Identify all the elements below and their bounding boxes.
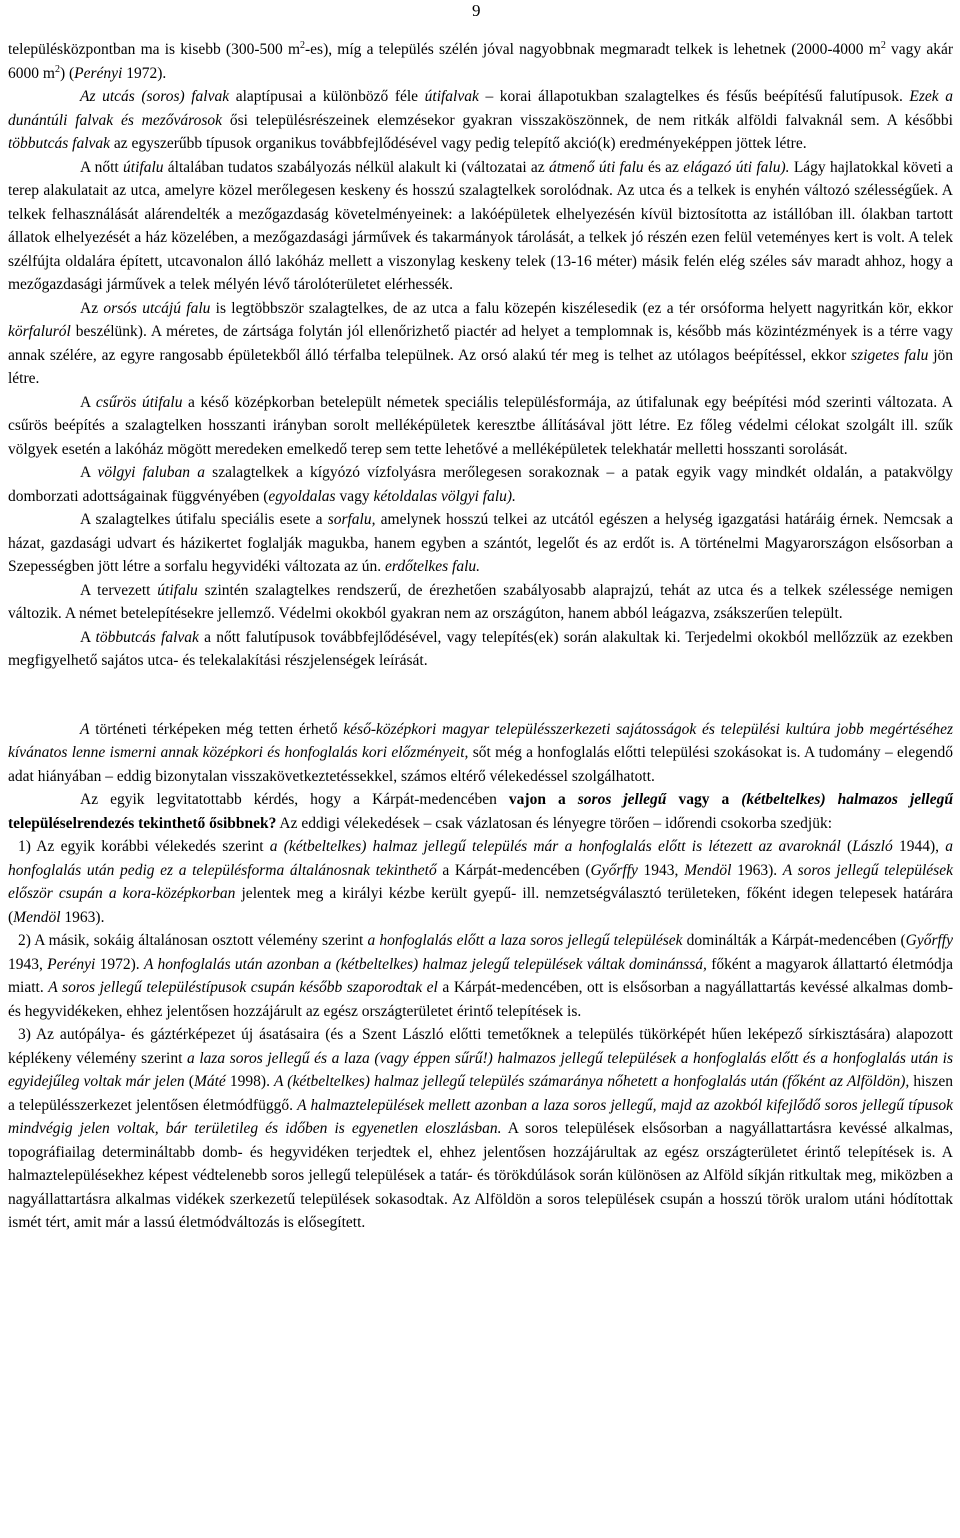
text-run: 1998). (225, 1073, 275, 1090)
text-run: 2) A másik, sokáig általánosan osztott vélemény szerint (18, 932, 368, 949)
text-run: többutcás falvak (8, 135, 111, 152)
text-run: kétoldalas völgyi falu). (373, 487, 516, 505)
text-run: Az (80, 299, 104, 317)
text-run: a (kétbeltelkes) halmaz jellegű település már a honfoglalás előtt is létezett az avaroknál (269, 838, 841, 855)
text-run: Perényi (47, 955, 96, 973)
text-run: A szalagtelkes útifalu speciális esete a (80, 511, 328, 528)
text-run: szalagtelkek a kígyózó vízfolyásra merőlegesen sorakoznak – a patak egyik vagy mindkét oldalán, a patakvölgy domborzati adottságainak függvényében ( (8, 464, 953, 505)
text-run: 3) Az autópálya- és gáztérképezet új ásatásaira (és a Szent László előtti temetőknek a település tükörképét hűen leképező sírkisztására) alapozott képlékeny vélemény szerint (8, 1026, 953, 1067)
text-run: útifalu (157, 581, 198, 599)
text-run: A (kétbeltelkes) halmaz jellegű település számaránya nőhetett a honfoglalás után (főként az Alföldön), (274, 1073, 910, 1090)
text-run: és az (643, 158, 684, 176)
text-run: Az utcás (soros) falvak (80, 88, 230, 105)
text-run: 1963). (60, 908, 105, 926)
text-run: A halmaztelepülések mellett azonban a laza soros jellegű, majd az azokból kifejlődő soros jellegű típusok mindvégig jelen voltak, bár területileg és időben is egyenetlen eloszlásban. (8, 1096, 953, 1137)
text-run: amelynek hosszú telkei az utcától egészen a helység igazgatási határáig érnek. Nemcsak a házat, gazdasági udvart és házikertet foglalják magukba, hanem egyben a szántót, legelőt és az erdőt is. A történelmi Magyarországon elsősorban a Szepességben jött létre a sorfalu hegyvidéki változata az ún. (8, 511, 953, 575)
text-run: Az eddigi vélekedések – csak vázlatosan és lényegre törően – időrendi csokorba szedjük: (276, 814, 833, 832)
text-run: egyoldalas (268, 487, 336, 505)
text-run: A (80, 393, 96, 411)
paragraph (8, 579, 953, 626)
text-run: késő-középkori magyar településszerkezeti sajátosságok és települési kultúra jobb megértéséhez kívánatos lenne ismerni annak középkori és honfoglalás kori előzményeit, (8, 720, 953, 761)
text-run: a nőtt falutípusok továbbfejlődésével, vagy telepítés(ek) során alakultak ki. Terjedelmi okokból mellőzzük az ezekben megfigyelhető sajátos utca- és telekalakítási részjelenségek leírását. (8, 628, 953, 669)
text-run: orsós utcájú falu (103, 299, 211, 317)
text-run: Az egyik legvitatottabb kérdés, hogy a Kárpát-medencében (80, 791, 509, 808)
paragraph (8, 461, 953, 508)
text-run: A soros jellegű települések először csupán a kora-középkorban (8, 861, 953, 902)
document-body (8, 38, 953, 1235)
text-run: a laza soros jellegű és a laza (vagy éppen sűrű!) halmazos jellegű települések a honfoglalás előtt és a honfoglalás után is egyidejűleg voltak már jelen (8, 1049, 953, 1090)
text-run: erdőtelkes falu. (385, 558, 481, 575)
text-run: Máté (193, 1073, 226, 1090)
text-run: szigetes falu (851, 346, 929, 364)
text-run: 1972). (95, 955, 144, 973)
text-run: csűrös útifalu (95, 393, 183, 411)
paragraph (8, 38, 953, 85)
text-run: a honfoglalás után pedig ez a településforma általánosnak tekinthető (8, 838, 953, 879)
text-run: A (80, 628, 96, 646)
paragraph (8, 1023, 953, 1235)
text-run: Perényi (74, 64, 123, 82)
text-run: a Kárpát-medencében ( (436, 861, 591, 879)
text-run: 1972). (122, 64, 167, 82)
text-run: A honfoglalás után azonban a (kétbeltelkes) halmaz jelegű települések váltak dominánssá, (143, 955, 707, 973)
paragraph (8, 929, 953, 1023)
text-run: A soros települések elsősorban a nagyállattartásra kevéssé alkalmas, topográfiailag determináltabb domb- és hegyvidéken terjedtek el, ehhez jelentősen hozzájárultak az egész országterületet érintő telepítések is. A halmaztelepülésekhez képest védtelenebb soros jellegű települések a tatár- és törökdúlások során különösen az Alföld síkján ritkultak meg, miközben a nagyállattartásra alkalmas vidékek szerkezetű települések sokasodtak. Az Alföldön a soros települések csupán a hosszú török uralom utáni hódítottak ismét tért, amit már a lassú életmódváltozás is elősegített. (8, 1120, 953, 1231)
text-run: útifalu (123, 158, 164, 176)
text-run: jön létre. (8, 346, 953, 387)
section-gap (8, 673, 953, 718)
paragraph (8, 788, 953, 835)
text-run: 2 (54, 63, 60, 75)
text-run: A (80, 464, 98, 481)
page-number: 9 (472, 1, 481, 20)
text-run: beszélünk). A méretes, de zártsága folytán jól ellenőrizhető piactér ad helyet a templomnak is, később más közintézmények is a térre vagy annak szélére, az egyre rangosabb épületekből álló térfalba települnek. Az orsó alakú tér meg is telhet az utólagos beépítéssel, ekkor (8, 323, 953, 364)
text-run: 1) Az egyik korábbi vélekedés szerint (18, 838, 270, 855)
text-run: 1963). (731, 861, 783, 879)
text-run: László (852, 838, 893, 855)
text-run: szintén szalagtelkes rendszerű, de érezhetően szabályosabb alaprajzú, tehát az utca és a telkek szélessége nemigen változik. A német betelepítésekre jellemző. Védelmi okokból gyakran nem az országúton, hanem abból leágazva, zsákszerűen települt. (8, 581, 953, 622)
paragraph (8, 85, 953, 156)
text-run: Győrffy (905, 932, 953, 949)
text-run: 2 (300, 39, 305, 51)
text-run: – korai állapotukban szalagtelkes és fésűs beépítésű falutípusok. (478, 88, 910, 105)
text-run: Lágy hajlatokkal követi a terep alakulatait az utca, amelyre közel merőlegesen keskeny és hosszú szalagtelkek sorolódnak. Az utca és a telkek is enyhén változó szélességűek. A telkek felhasználását alárendelték a mezőgazdaság követelményeinek: a lakóépületek elhelyezésén kívül biztosította az istállóban ill. ólakban tartott állatok elhelyezését a ház közelében, a mezőgazdasági járművek és takarmányok tárolását, a telkek jó részén ezen felül veteményes kert is volt. A telek szélfújta oldalára épített, utcavonalon álló lakóház mellett a viszonylag keskeny telek (13-16 méter) másik felén elég széles sáv maradt ahhoz, hogy a mezőgazdasági járművek a telek mélyén lévő tárolóterületet elérhessék. (8, 158, 954, 293)
text-run: főként a magyarok állattartó életmódja miatt. (8, 955, 953, 996)
text-run: -es), míg a település szélén jóval nagyobbnak megmaradt telkek is lehetnek (2000-4000 m (305, 41, 881, 58)
text-run: ( (184, 1073, 194, 1090)
text-run: A soros jellegű településtípusok csupán később szaporodtak el (48, 979, 438, 996)
text-run: alaptípusai a különböző féle (229, 88, 425, 105)
paragraph (8, 835, 953, 929)
text-run: Ezek a dunántúli falvak és mezővárosok (8, 88, 953, 129)
text-run: jelentek meg a királyi kézbe került gyepű- ill. nemzetségválasztó területeken, főként idegen telepesek határára ( (8, 885, 953, 926)
paragraph (8, 626, 953, 673)
paragraph (8, 156, 953, 297)
text-run: 2 (880, 39, 886, 51)
text-run: történeti térképeken még tetten érhető (89, 720, 344, 738)
text-run: vajon a (508, 791, 578, 808)
text-run: hiszen a településszerkezet jelentősen életmódfüggő. (8, 1073, 953, 1114)
text-run: is legtöbbször szalagtelkes, de az utca a falu közepén kiszélesedik (ez a tér orsóforma helyett nagyritkán kör, ekkor (210, 299, 953, 317)
paragraph (8, 508, 953, 579)
text-run: soros jellegű (577, 791, 667, 808)
text-run: sorfalu, (327, 511, 376, 528)
text-run: ( (840, 838, 853, 855)
text-run: vagy akár 6000 m (8, 41, 953, 82)
text-run: Mendöl (13, 908, 61, 926)
text-run: vagy a (666, 791, 742, 808)
text-run: körfaluról (8, 323, 71, 340)
paragraph (8, 297, 953, 391)
text-run: településelrendezés tekinthető ősibbnek? (8, 814, 277, 832)
text-run: vagy (335, 487, 374, 505)
text-run: (kétbeltelkes) halmazos jellegű (741, 791, 953, 808)
text-run: sőt még a honfoglalás előtti települési szokásokat is. A tudomány – elegendő adat hiányában – eddig bizonytalan visszakövetkeztetéssekkel, számos eltérő vélekedéssel szolgálhatott. (8, 744, 953, 785)
text-run: A nőtt (80, 158, 124, 176)
text-run: Győrffy (590, 861, 638, 879)
text-run: a késő középkorban betelepült németek speciális településformája, az útifalunak egy beépítési mód szerinti változata. A csűrös beépítés a szalagtelken hosszanti irányban sorolt melléképületek keresztbe állításával jött létre. Ez főleg védelmi célokat szolgált ill. szűk völgyek esetén a lakóház mögött meredeken emelkedő terep sem tette lehetővé a melléképületek telekhatár melletti hosszanti sorolását. (8, 393, 954, 458)
text-run: többutcás falvak (95, 628, 199, 646)
text-run: településközpontban ma is kisebb (300-500 m (8, 41, 300, 58)
text-run: általában tudatos szabályozás nélkül alakult ki (változatai az (163, 158, 549, 176)
text-run: A (80, 720, 90, 738)
text-run: völgyi faluban a (97, 464, 205, 481)
text-run: ősi településrészeinek elemzésekor gyakran visszaköszönnek, de nem ritkák alföldi falvaknál sem. A későbbi (222, 111, 953, 129)
text-run: 1943, (637, 861, 685, 879)
text-run: útifalvak (424, 88, 479, 105)
paragraph (8, 718, 953, 789)
text-run: 1943, (8, 955, 48, 973)
text-run: Mendöl (684, 861, 732, 879)
text-run: a Kárpát-medencében, ott is elsősorban a nagyállattartás kevéssé alkalmas domb- és hegyvidékeken, ehhez jelentősen hozzájárult az egész országterületet érintő telepítések is. (8, 979, 953, 1020)
text-run: a honfoglalás előtt a laza soros jellegű települések (367, 932, 683, 949)
text-run: dominálták a Kárpát-medencében ( (682, 932, 906, 949)
text-run: az egyszerűbb típusok organikus továbbfejlődésével vagy pedig telepítő akció(k) eredményeképpen jöttek létre. (110, 135, 807, 152)
text-run: ) ( (59, 64, 75, 82)
text-run: 1944), (892, 838, 946, 855)
text-run: A tervezett (80, 581, 158, 599)
text-run: elágazó úti falu). (683, 158, 790, 176)
text-run: átmenő úti falu (548, 158, 644, 176)
paragraph (8, 391, 953, 462)
